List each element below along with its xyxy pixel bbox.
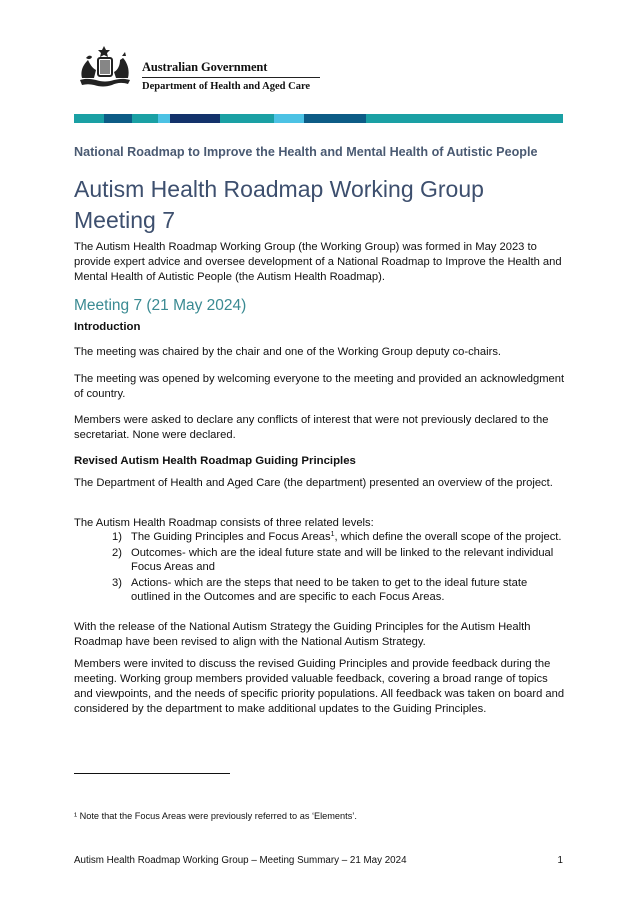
footer-text: Autism Health Roadmap Working Group – Meeting Summary – 21 May 2024 [74,855,407,866]
list-number: 1) [112,531,122,543]
page-footer [74,855,563,866]
paragraph: With the release of the National Autism Strategy the Guiding Principles for the Autism Health Roadmap have been revised to align with the National Autism Strategy. [74,621,531,648]
band-segment [274,114,304,123]
paragraph: The Department of Health and Aged Care (the department) presented an overview of the project. [74,477,553,489]
band-segment [132,114,158,123]
list-item-text: , which define the overall scope of the project. [334,531,562,543]
department-name: Department of Health and Aged Care [142,81,311,92]
coat-of-arms-logo [74,44,136,92]
principles-heading: Revised Autism Health Roadmap Guiding Principles [74,455,356,467]
band-segment [366,114,563,123]
band-segment [74,114,104,123]
paragraph: The meeting was opened by welcoming everyone to the meeting and provided an acknowledgment of country. [74,373,565,400]
list-intro: The Autism Health Roadmap consists of three related levels: [74,517,374,529]
levels-list [74,530,566,604]
list-item-text: Actions- which are the steps that need to be taken to get to the ideal future state outlined in the Outcomes and are specific to each Focus Areas. [131,577,528,603]
paragraph: Members were asked to declare any conflicts of interest that were not previously declared to the secretariat. None were declared. [74,414,549,441]
list-item [74,530,566,544]
band-segment [170,114,220,123]
meeting-heading: Meeting 7 (21 May 2024) [74,297,247,314]
page-number: 1 [557,855,563,866]
list-item [74,546,566,574]
band-segment [104,114,132,123]
title-line-2: Meeting 7 [74,207,176,233]
list-item [74,576,566,604]
document-subtitle: National Roadmap to Improve the Health and Mental Health of Autistic People [74,145,538,159]
list-number: 3) [112,577,122,589]
title-line-1: Autism Health Roadmap Working Group [74,176,484,202]
government-branding [142,60,320,93]
list-item-text: The Guiding Principles and Focus Areas [131,531,331,543]
intro-paragraph: The Autism Health Roadmap Working Group (the Working Group) was formed in May 2023 to provide expert advice and oversee development of a National Roadmap to Improve the Health and Mental Health of Autistic People (the Autism Health Roadmap). [74,241,562,283]
introduction-heading: Introduction [74,321,141,333]
list-item-text: Outcomes- which are the ideal future state and will be linked to the relevant individual Focus Areas and [131,547,554,573]
footnote-reference[interactable]: 1 [330,531,335,538]
footnote: ¹ Note that the Focus Areas were previously referred to as ‘Elements’. [74,811,357,821]
band-segment [220,114,274,123]
band-segment [304,114,366,123]
government-name: Australian Government [142,60,268,74]
list-number: 2) [112,547,122,559]
band-segment [158,114,170,123]
paragraph: Members were invited to discuss the revised Guiding Principles and provide feedback during the meeting. Working group members provided valuable feedback, covering a broad range of topics and viewpoints, and the needs of specific priority populations. All feedback was taken on board and considered by the department to make additional updates to the Guiding Principles. [74,658,565,715]
paragraph: The meeting was chaired by the chair and one of the Working Group deputy co-chairs. [74,346,502,358]
footnote-divider [74,773,230,774]
decorative-color-band [74,114,563,123]
document-title [74,174,484,236]
branding-divider [142,77,320,78]
